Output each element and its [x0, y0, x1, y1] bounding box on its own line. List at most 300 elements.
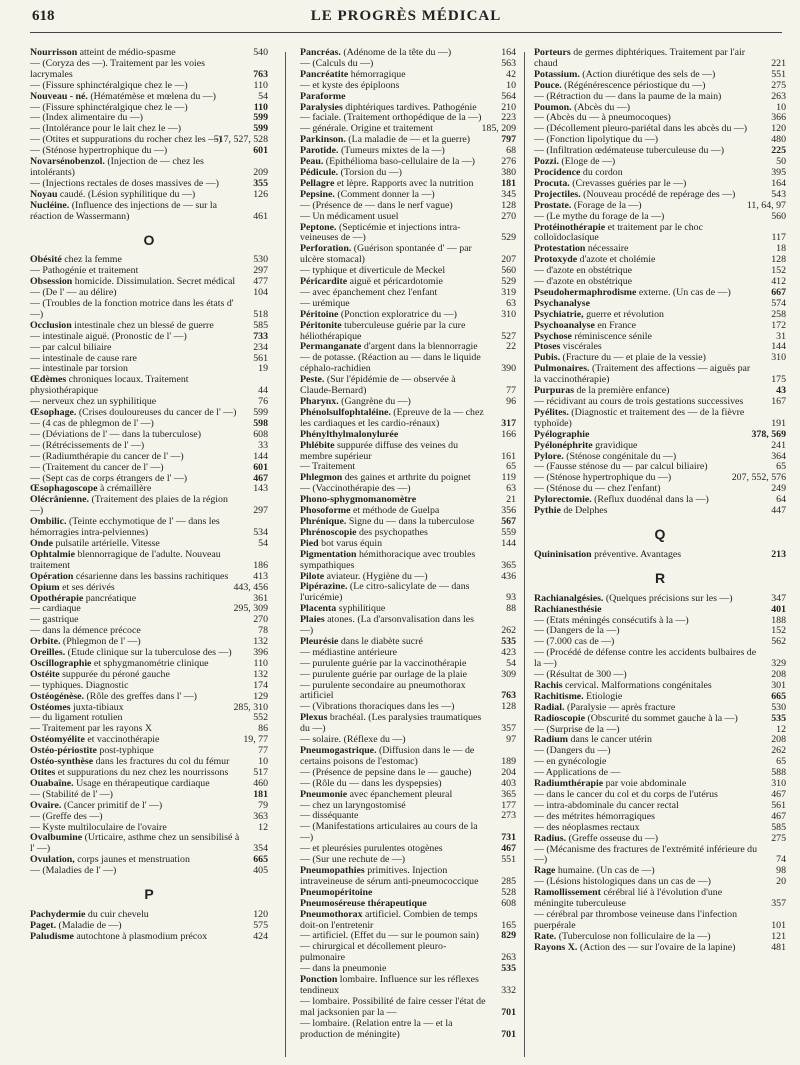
page-header	[32, 6, 780, 32]
entry-keyword: Pneumothorax	[300, 908, 363, 920]
entry-text: (Quelques précisions sur les —)	[603, 592, 733, 604]
entry-text: — (Infiltration œdémateuse tuberculeuse du —)	[534, 145, 725, 157]
entry-keyword: Procuta.	[534, 177, 570, 189]
index-entry	[300, 353, 516, 375]
entry-text: hémithoracique avec troubles sympathiques	[300, 548, 476, 571]
entry-keyword: Procidence	[534, 166, 581, 178]
entry-page-ref: 12	[776, 723, 786, 735]
entry-text: — en gynécologie	[534, 756, 607, 768]
entry-text: — (Traitement du cancer de l' —)	[30, 461, 164, 473]
entry-page-ref: 208	[771, 669, 786, 681]
entry-keyword: Ouabaïne.	[30, 777, 74, 789]
entry-text: — intestinale aiguë. (Pronostic de l' —)	[30, 330, 187, 342]
entry-text: — chirurgical et décollement pleuro-pulmonaire	[300, 941, 447, 964]
entry-text: — Pathogénie et traitement	[30, 265, 139, 277]
entry-page-ref: 310	[501, 308, 516, 320]
entry-text: autochtone à plasmodium précox	[73, 930, 208, 942]
entry-text: — dans la pneumonie	[300, 963, 387, 975]
entry-page-ref: 119	[501, 472, 516, 484]
entry-page-ref: 356	[501, 505, 516, 517]
entry-text: — par calcul biliaire	[30, 341, 112, 353]
entry-keyword: Plaies	[300, 614, 325, 626]
entry-page-ref: 98	[776, 865, 786, 877]
entry-page-ref: 329	[771, 658, 786, 670]
entry-text: de Delphes	[560, 505, 608, 517]
entry-keyword: Nourrisson	[30, 48, 78, 58]
entry-keyword: Quininisation	[534, 548, 592, 560]
entry-page-ref: 270	[253, 614, 268, 626]
entry-page-ref: 467	[501, 843, 516, 855]
entry-text: — (Greffe des —)	[30, 810, 103, 822]
entry-text: pancréatique	[83, 592, 137, 604]
index-entry	[30, 201, 268, 223]
entry-text: (Tumeurs mixtes de la —)	[338, 145, 445, 157]
entry-page-ref: 132	[253, 668, 268, 680]
entry-keyword: Nouveau - né.	[30, 90, 88, 102]
entry-text: tuberculeuse guérie par la cure héliothérapique	[300, 319, 466, 342]
entry-page-ref: 18	[776, 243, 786, 255]
entry-keyword: Parkinson.	[300, 134, 346, 146]
entry-text: — (Vaccinothérapie des —)	[300, 483, 411, 495]
entry-text: (Ponction exploratrice du —)	[338, 308, 457, 320]
entry-text: — et pleurésies purulentes otogènes	[300, 843, 443, 855]
entry-text: cérébral lié à l'évolution d'une méningite tuberculeuse	[534, 887, 723, 910]
entry-keyword: Rachitisme.	[534, 690, 584, 702]
entry-keyword: Rachianalgésies.	[534, 592, 604, 604]
index-entry	[534, 48, 786, 70]
index-entry	[534, 364, 786, 386]
entry-keyword: Purpuras	[534, 385, 575, 397]
entry-text: (Nouveau procédé de repérage des —)	[580, 188, 736, 200]
entry-text: — (Sept cas de corps étrangers de l' —)	[30, 472, 187, 484]
entry-text: des psychopathes	[356, 526, 428, 538]
entry-keyword: Phénylthylmalonylurée	[300, 428, 399, 440]
entry-page-ref: 561	[771, 799, 786, 811]
entry-text: — (4 cas de phlegmon de l' —)	[30, 418, 154, 429]
entry-page-ref: 763	[501, 690, 516, 702]
entry-page-ref: 54	[258, 537, 268, 549]
entry-text: — Traitement	[300, 461, 356, 473]
entry-text: — cardiaque	[30, 603, 81, 615]
entry-keyword: Pythie	[534, 505, 561, 517]
entry-page-ref: 829	[501, 930, 516, 942]
entry-text: — (Fausse sténose du — par calcul biliaire)	[534, 461, 708, 473]
entry-page-ref: 20	[776, 876, 786, 888]
entry-text: dans le cancer utérin	[568, 734, 652, 746]
entry-page-ref: 599	[253, 123, 268, 135]
entry-keyword: Ostéo-synthèse	[30, 756, 94, 768]
entry-page-ref: 585	[253, 319, 268, 331]
entry-text: — Un médicament usuel	[300, 210, 399, 222]
entry-page-ref: 65	[776, 756, 786, 768]
entry-text: — d'azote en obstétrique	[534, 276, 633, 288]
entry-keyword: Psychoanalyse	[534, 319, 595, 331]
entry-page-ref: 19	[258, 363, 268, 375]
entry-text: (Maladie de —)	[56, 919, 122, 931]
entry-page-ref: 10	[506, 79, 516, 91]
entry-text: — intestinale de cause rare	[30, 352, 137, 364]
index-entry	[30, 550, 268, 572]
journal-title: LE PROGRÈS MÉDICAL	[310, 8, 502, 24]
entry-page-ref: 477	[253, 276, 268, 288]
index-entry	[300, 244, 516, 266]
entry-page-ref: 96	[506, 396, 516, 407]
entry-page-ref: 132	[253, 636, 268, 648]
entry-page-ref: 365	[501, 788, 516, 800]
entry-page-ref: 104	[253, 287, 268, 299]
entry-text: — médiastine antérieure	[300, 646, 398, 658]
entry-text: — et kyste des épiploons	[300, 79, 400, 91]
entry-keyword: Ostéite	[30, 668, 60, 680]
entry-text: (Gangrène du —)	[338, 396, 411, 407]
entry-keyword: Obsession	[30, 276, 73, 288]
entry-text: — (Sténose du — chez l'enfant)	[534, 483, 661, 495]
entry-text: à crémaillère	[97, 483, 152, 495]
entry-page-ref: 588	[771, 767, 786, 779]
entry-page-ref: 175	[771, 374, 786, 386]
entry-page-ref: 165	[501, 919, 516, 931]
entry-page-ref: 249	[771, 483, 786, 495]
entry-text: — (Troubles de la fonction motrice dans les états d' —)	[30, 298, 234, 320]
entry-page-ref: 310	[771, 352, 786, 364]
entry-page-ref: 22	[506, 341, 516, 353]
entry-page-ref: 317	[501, 417, 516, 429]
entry-keyword: Pozzi.	[534, 156, 559, 168]
entry-keyword: Pubis.	[534, 352, 561, 364]
entry-keyword: Paraforme	[300, 90, 346, 102]
entry-page-ref: 64	[776, 494, 786, 506]
entry-keyword: Ostéomes	[30, 701, 71, 713]
entry-text: et ses dérivés	[59, 581, 115, 593]
entry-keyword: Rate.	[534, 930, 557, 942]
entry-page-ref: 701	[501, 1028, 516, 1040]
entry-keyword: Rachis	[534, 679, 563, 691]
entry-text: (Forage de la —)	[571, 199, 642, 211]
entry-text: — nerveux chez un syphilitique	[30, 396, 157, 408]
index-entry	[300, 223, 516, 245]
entry-keyword: Pneumopathies	[300, 864, 365, 876]
entry-text: suppurée diffuse des veines du membre supérieur	[300, 439, 459, 462]
entry-text: — (Mécanisme des fractures de l'extrémité inférieure du —)	[534, 843, 758, 866]
entry-text: lombaire. Influence sur les réflexes tendineux	[300, 974, 479, 996]
entry-keyword: Pigmentation	[300, 548, 357, 560]
entry-page-ref: 361	[253, 592, 268, 604]
entry-page-ref: 467	[253, 472, 268, 484]
entry-text: avec épanchement pleural	[347, 788, 453, 800]
entry-keyword: Pepsine.	[300, 188, 335, 200]
entry-page-ref: 241	[771, 439, 786, 451]
index-entry	[300, 441, 516, 463]
entry-page-ref: 166	[501, 428, 516, 440]
entry-page-ref: 599	[253, 112, 268, 124]
entry-text: et vaccinothérapie	[84, 734, 160, 746]
index-entry	[300, 975, 516, 997]
entry-keyword: Placenta	[300, 603, 337, 615]
entry-keyword: Pilote	[300, 570, 325, 582]
entry-text: (Reflux duodénal dans la —)	[591, 494, 709, 506]
entry-text: (Comment donner la —)	[334, 188, 435, 200]
entry-keyword: Pneumopéritoine	[300, 886, 373, 898]
entry-page-ref: 120	[253, 908, 268, 920]
entry-page-ref: 380	[501, 166, 516, 178]
entry-keyword: Pneumoséreuse thérapeutique	[300, 897, 427, 909]
index-entry	[534, 506, 786, 517]
entry-text: — (Etats méningés consécutifs à la —)	[534, 614, 689, 626]
entry-page-ref: 164	[501, 48, 516, 58]
entry-page-ref: 234	[253, 341, 268, 353]
entry-page-ref: 797	[501, 134, 516, 146]
entry-text: (Urticaire, asthme chez un sensibilisé à l' —)	[30, 832, 240, 855]
entry-page-ref: 567	[501, 515, 516, 527]
entry-keyword: Protoxyde	[534, 254, 578, 266]
entry-text: (Sténose congénitale du —)	[563, 450, 677, 462]
entry-page-ref: 297	[253, 265, 268, 277]
entry-page-ref: 207, 552, 576	[731, 472, 786, 484]
entry-keyword: Pyélonéphrite	[534, 439, 593, 451]
entry-page-ref: 43	[776, 385, 786, 397]
entry-page-ref: 143	[253, 483, 268, 495]
entry-text: Etiologie	[583, 690, 623, 702]
entry-page-ref: 460	[253, 777, 268, 789]
section-letter: P	[144, 886, 154, 903]
entry-page-ref: 332	[501, 984, 516, 996]
entry-keyword: Obésité	[30, 254, 62, 266]
entry-text: artificiel. Combien de temps doit-on l'entretenir	[300, 908, 478, 931]
entry-keyword: Pellagre	[300, 177, 335, 189]
entry-keyword: Phono-sphygmomanomètre	[300, 494, 417, 506]
entry-text: (Crises douloureuses du cancer de l' —)	[76, 407, 237, 419]
entry-keyword: Ramollissement	[534, 887, 601, 899]
entry-text: syphilitique	[336, 603, 386, 615]
entry-text: (Septicémie et injections intra-veineuses de —)	[300, 221, 461, 244]
entry-keyword: Péritonite	[300, 319, 342, 331]
entry-text: en France	[594, 319, 637, 331]
entry-page-ref: 144	[501, 537, 516, 549]
index-entry	[534, 845, 786, 867]
entry-text: viscérales	[560, 341, 602, 353]
entry-page-ref: 518	[253, 308, 268, 320]
entry-keyword: Radius.	[534, 832, 567, 844]
header-rule	[30, 32, 782, 33]
section-letter: R	[654, 569, 666, 586]
index-entry	[534, 408, 786, 430]
entry-text: — (Surprise de la —)	[534, 723, 620, 735]
entry-text: et traitement par le choc colloïdoclasique	[534, 221, 704, 244]
entry-page-ref: 77	[506, 385, 516, 397]
entry-keyword: Pylorectomie.	[534, 494, 592, 506]
entry-page-ref: 447	[771, 505, 786, 517]
entry-keyword: Peau.	[300, 156, 324, 168]
entry-text: — solaire. (Réflexe du —)	[300, 734, 406, 746]
entry-page-ref: 345	[501, 188, 516, 200]
entry-text: (Eloge de —)	[558, 156, 616, 168]
entry-keyword: Noyau	[30, 188, 58, 200]
entry-keyword: Orbite.	[30, 636, 61, 648]
entry-page-ref: 401	[771, 603, 786, 615]
index-entry	[300, 822, 516, 844]
entry-keyword: Pneumogastrique.	[300, 745, 377, 756]
entry-page-ref: 601	[253, 145, 268, 157]
entry-text: (Le citro-salicylate de — dans l'uricémie)	[300, 581, 470, 604]
entry-page-ref: 731	[501, 832, 516, 844]
entry-text: pulsatile artérielle. Vitesse	[53, 537, 160, 549]
entry-page-ref: 285, 310	[233, 701, 268, 713]
index-column-2	[300, 48, 516, 1058]
entry-page-ref: 535	[501, 963, 516, 975]
entry-keyword: Potassium.	[534, 68, 580, 80]
entry-text: cervical. Malformations congénitales	[562, 679, 712, 691]
entry-keyword: Ophtalmie	[30, 548, 75, 560]
entry-page-ref: 263	[771, 90, 786, 102]
entry-page-ref: 186	[253, 559, 268, 571]
entry-text: et sphygmanométrie clinique	[91, 657, 209, 669]
entry-text: corps jaunes et menstruation	[74, 854, 190, 866]
index-entry	[300, 997, 516, 1019]
entry-page-ref: 275	[771, 832, 786, 844]
index-entry	[300, 1019, 516, 1041]
entry-text: — artificiel. (Effet du — sur le poumon sain)	[300, 930, 479, 942]
entry-page-ref: 19, 77	[243, 734, 268, 746]
entry-keyword: Psychose	[534, 330, 572, 342]
entry-keyword: Peste.	[300, 374, 325, 386]
entry-page-ref: 529	[501, 276, 516, 288]
entry-keyword: Ptoses	[534, 341, 561, 353]
entry-text: d'azote et cholémie	[577, 254, 656, 266]
entry-page-ref: 585	[771, 821, 786, 833]
entry-text: (Sur l'épidémie de — observée à Claude-Bernard)	[300, 374, 456, 397]
entry-page-ref: 480	[771, 134, 786, 146]
entry-page-ref: 423	[501, 646, 516, 658]
entry-text: brachéal. (Les paralysies traumatiques du —)	[300, 712, 482, 735]
entry-page-ref: 535	[771, 712, 786, 724]
entry-page-ref: 481	[771, 941, 786, 953]
page-number: 618	[32, 8, 55, 24]
entry-text: — purulente guérie par ourlage de la plaie	[300, 668, 467, 680]
entry-text: d'argent dans la blennorragie	[361, 341, 478, 353]
entry-page-ref: 390	[501, 363, 516, 375]
entry-page-ref: 258	[771, 308, 786, 320]
index-entry	[30, 59, 268, 81]
entry-page-ref: 209	[253, 166, 268, 178]
entry-page-ref: 101	[771, 919, 786, 931]
index-entry	[30, 495, 268, 517]
entry-keyword: Peptone.	[300, 221, 337, 233]
entry-text: suppurée du péroné gauche	[59, 668, 170, 680]
entry-keyword: Rachianesthésie	[534, 603, 602, 615]
entry-page-ref: 575	[253, 919, 268, 931]
entry-text: — (Rôle du — dans les dyspepsies)	[300, 777, 442, 789]
entry-page-ref: 181	[501, 177, 516, 189]
entry-text: — de potasse. (Réaction au — dans le liquide céphalo-rachidien	[300, 352, 481, 375]
entry-text: atones. (La d'arsonvalisation dans les —)	[300, 614, 475, 637]
entry-page-ref: 665	[253, 854, 268, 866]
index-entry	[30, 866, 268, 877]
entry-text: — purulente guérie par la vaccinothérapie	[300, 657, 467, 669]
entry-text: homicide. Dissimulation. Secret médical	[72, 276, 236, 288]
entry-page-ref: 665	[771, 690, 786, 702]
entry-text: (Obscurité du sommet gauche à la —)	[585, 712, 738, 724]
entry-keyword: Phlébite	[300, 439, 335, 451]
entry-page-ref: 528	[501, 886, 516, 898]
entry-text: — (Fonction lipolytique du —)	[534, 134, 658, 146]
index-entry	[300, 910, 516, 932]
entry-page-ref: 534	[253, 527, 268, 539]
entry-text: (Cancer primitif de l' —)	[61, 799, 163, 811]
index-entry	[534, 943, 786, 954]
entry-text: intestinale chez un blessé de guerre	[71, 319, 214, 331]
entry-page-ref: 126	[253, 188, 268, 200]
index-entry	[534, 550, 786, 561]
entry-text: — (Fissure sphinctéralgique chez le —)	[30, 101, 188, 113]
entry-page-ref: 354	[253, 843, 268, 855]
entry-page-ref: 262	[501, 625, 516, 637]
entry-text: de germes diphtériques. Traitement par l'air chaud	[534, 48, 746, 69]
entry-page-ref: 262	[771, 745, 786, 757]
entry-keyword: Péritoine	[300, 308, 339, 320]
entry-keyword: Ovalbumine	[30, 832, 83, 844]
entry-page-ref: 701	[501, 1006, 516, 1018]
entry-keyword: Oreilles.	[30, 647, 66, 659]
entry-page-ref: 86	[258, 723, 268, 735]
entry-text: (Diagnostic et traitement des — de la fièvre typhoïde)	[534, 406, 745, 429]
entry-text: — (De l' — au délire)	[30, 287, 117, 299]
entry-text: guerre et révolution	[583, 308, 664, 320]
entry-keyword: Occlusion	[30, 319, 72, 331]
entry-page-ref: 461	[253, 210, 268, 222]
entry-text: — (Dangers de la —)	[534, 625, 620, 637]
entry-keyword: Prostate.	[534, 199, 572, 211]
entry-page-ref: 93	[506, 592, 516, 604]
entry-text: — (Résultat de 300 —)	[534, 669, 627, 681]
entry-text: et méthode de Guelpa	[350, 505, 440, 517]
entry-page-ref: 275	[771, 79, 786, 91]
entry-text: — d'azote en obstétrique	[534, 265, 633, 277]
entry-page-ref: 309	[501, 668, 516, 680]
entry-page-ref: 270	[501, 210, 516, 222]
entry-keyword: Opération	[30, 570, 74, 582]
entry-text: blennorragique de l'adulte. Nouveau traitement	[30, 548, 221, 571]
entry-text: — générale. Origine et traitement	[300, 123, 433, 135]
entry-text: (Adénome de la tête du —)	[340, 48, 452, 58]
entry-text: — (Abcès du — à pneumocoques)	[534, 112, 671, 124]
entry-keyword: Pulmonaires.	[534, 363, 590, 375]
entry-page-ref: 527	[501, 330, 516, 342]
entry-text: (Injection de — chez les intolérants)	[30, 156, 204, 178]
entry-text: — (Maladies de l' —)	[30, 865, 117, 877]
entry-text: (Diffusion dans le — de certains poisons de l'estomac)	[300, 745, 475, 767]
entry-text: — (Présence de pepsine dans le — gauche)	[300, 766, 472, 778]
entry-page-ref: 310	[771, 778, 786, 790]
entry-keyword: Pharynx.	[300, 396, 339, 407]
entry-page-ref: 44	[258, 385, 268, 397]
entry-keyword: Ombilic.	[30, 516, 67, 528]
entry-page-ref: 535	[501, 635, 516, 647]
entry-text: Signe du — dans la tuberculose	[346, 515, 475, 527]
entry-keyword: Ovaire.	[30, 799, 62, 811]
entry-text: bot varus équin	[318, 537, 383, 549]
entry-text: — (Rétrécissements de l' —)	[30, 439, 145, 451]
entry-page-ref: 144	[771, 341, 786, 353]
entry-keyword: Ostéo-périostite	[30, 745, 97, 757]
entry-page-ref: 517, 527, 528	[213, 134, 268, 146]
entry-text: (Hématémèse et mœlena du —)	[87, 90, 216, 102]
entry-text: aviateur. (Hygiène du —)	[324, 570, 428, 582]
entry-page-ref: 117	[771, 232, 786, 244]
entry-text: — faciale. (Traitement orthopédique de la —)	[300, 112, 482, 124]
entry-text: — (Coryza des —). Traitement par les voies lacrymales	[30, 57, 205, 80]
index-entry	[30, 932, 268, 943]
entry-keyword: Pseudohermaphrodisme	[534, 286, 637, 298]
